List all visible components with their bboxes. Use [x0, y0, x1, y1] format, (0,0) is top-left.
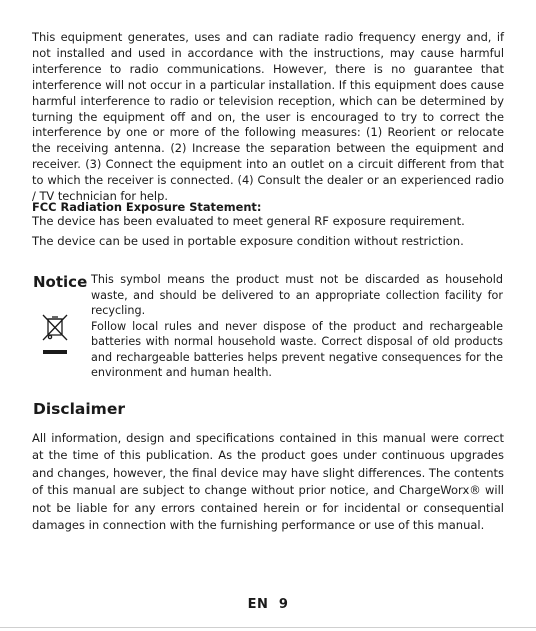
disclaimer-paragraph: All information, design and specifications contained in this manual were correct at the time of this publication. As the product goes under continuous upgrades and changes, however, the final device may have slight differences. The contents of this manual are subject to change without prior notice, and ChargeWorx® will not be liable for any errors contained herein or for incidental or consequential damages in connection with the furnishing performance or use of this manual. — [32, 431, 504, 533]
page-number: 9 — [278, 597, 289, 612]
disclaimer-title: Disclaimer — [33, 400, 125, 418]
fcc-exposure-line-2: The device can be used in portable exposure condition without restriction. — [32, 234, 464, 248]
language-code: EN — [247, 597, 269, 612]
bottom-divider — [0, 627, 536, 628]
fcc-statement-paragraph: This equipment generates, uses and can radiate radio frequency energy and, if not installed and used in accordance with the instructions, may cause harmful interference to radio communications. However, there is no guarantee that interference will not occur in a particular installation. If this equipment does cause harmful interference to radio or television reception, which can be determined by turning the equipment off and on, the user is encouraged to try to correct the interference by one or more of the following measures: (1) Reorient or relocate the receiving antenna. (2) Increase the separation between the equipment and receiver. (3) Connect the equipment into an outlet on a circuit different from that to which the receiver is connected. (4) Consult the dealer or an experienced radio / TV technician for help. — [32, 30, 504, 204]
crossed-out-wheelie-bin-icon — [40, 312, 70, 358]
notice-paragraph-1: This symbol means the product must not be discarded as household waste, and should be delivered to an appropriate collection facility for recycling. — [91, 273, 503, 317]
page-footer — [0, 597, 536, 612]
notice-body — [91, 272, 503, 381]
notice-paragraph-2: Follow local rules and never dispose of the product and rechargeable batteries with normal household waste. Correct disposal of old products and rechargeable batteries helps prevent negative consequences for the environment and human health. — [91, 319, 503, 379]
fcc-radiation-heading: FCC Radiation Exposure Statement: — [32, 200, 262, 214]
fcc-exposure-line-1: The device has been evaluated to meet general RF exposure requirement. — [32, 214, 465, 228]
notice-label: Notice — [33, 273, 88, 291]
